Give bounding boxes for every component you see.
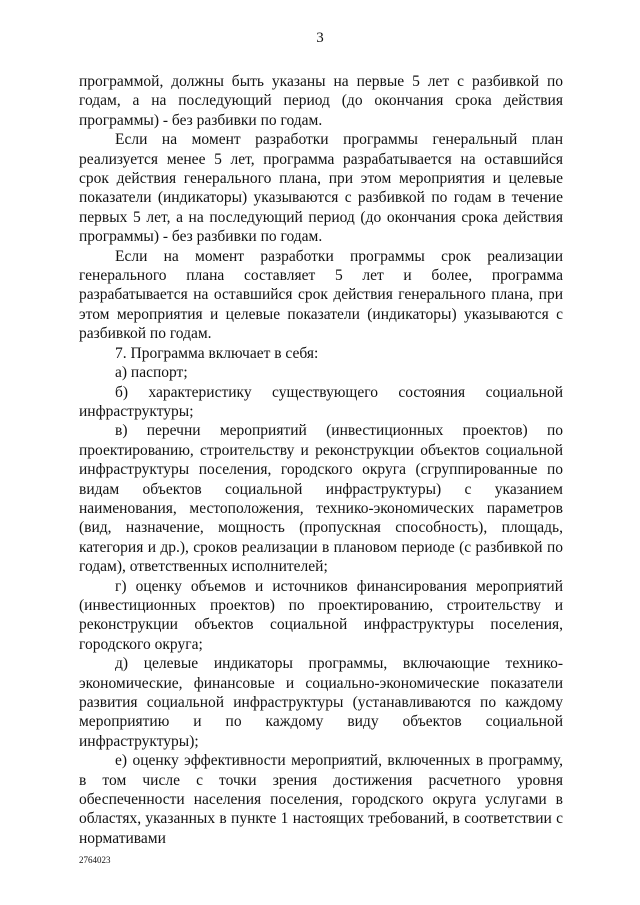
list-item-v: в) перечни мероприятий (инвестиционных проектов) по проектированию, строительству и реконструкции объектов социальной инфраструктуры поселения, городского округа (сгруппированные по видам объектов социальной инфраструктуры) с указанием наименования, местоположения, технико-экономических параметров (вид, назначение, мощность (пропускная способность), площадь, категория и др.), сроков реализации в плановом периоде (с разбивкой по годам), ответственных исполнителей; bbox=[79, 422, 563, 576]
list-item-d: д) целевые индикаторы программы, включающие технико-экономические, финансовые и социально-экономические показатели развития социальной инфраструктуры (устанавливаются по каждому мероприятию и по каждому виду объектов социальной инфраструктуры); bbox=[79, 655, 563, 750]
document-body bbox=[79, 72, 563, 848]
page-number: 3 bbox=[316, 30, 324, 46]
document-code: 2764023 bbox=[79, 855, 111, 865]
paragraph-5-years-or-more: Если на момент разработки программы срок реализации генерального плана составляет 5 лет и более, программа разрабатывается на оставшийся срок действия генерального плана, при этом мероприятия и целевые показатели (индикаторы) указываются с разбивкой по годам. bbox=[79, 247, 563, 343]
section-7-heading: 7. Программа включает в себя: bbox=[115, 344, 319, 362]
paragraph-continuation: программой, должны быть указаны на первые 5 лет с разбивкой по годам, а на последующий период (до окончания срока действия программы) - без разбивки по годам. bbox=[79, 73, 563, 129]
list-item-e: е) оценку эффективности мероприятий, включенных в программу, в том числе с точки зрения достижения расчетного уровня обеспеченности населения поселения, городского округа услугами в областях, указанных в пункте 1 настоящих требований, в соответствии с нормативами bbox=[79, 752, 563, 847]
list-item-g: г) оценку объемов и источников финансирования мероприятий (инвестиционных проектов) по проектированию, строительству и реконструкции объектов социальной инфраструктуры поселения, городского округа; bbox=[79, 577, 563, 653]
list-item-a: а) паспорт; bbox=[115, 364, 188, 382]
paragraph-less-than-5-years: Если на момент разработки программы генеральный план реализуется менее 5 лет, программа разрабатывается на оставшийся срок действия генерального плана, при этом мероприятия и целевые показатели (индикаторы) указываются с разбивкой по годам в течение первых 5 лет, а на последующий период (до окончания срока действия программы) - без разбивки по годам. bbox=[79, 131, 563, 246]
list-item-b: б) характеристику существующего состояния социальной инфраструктуры; bbox=[79, 383, 563, 420]
